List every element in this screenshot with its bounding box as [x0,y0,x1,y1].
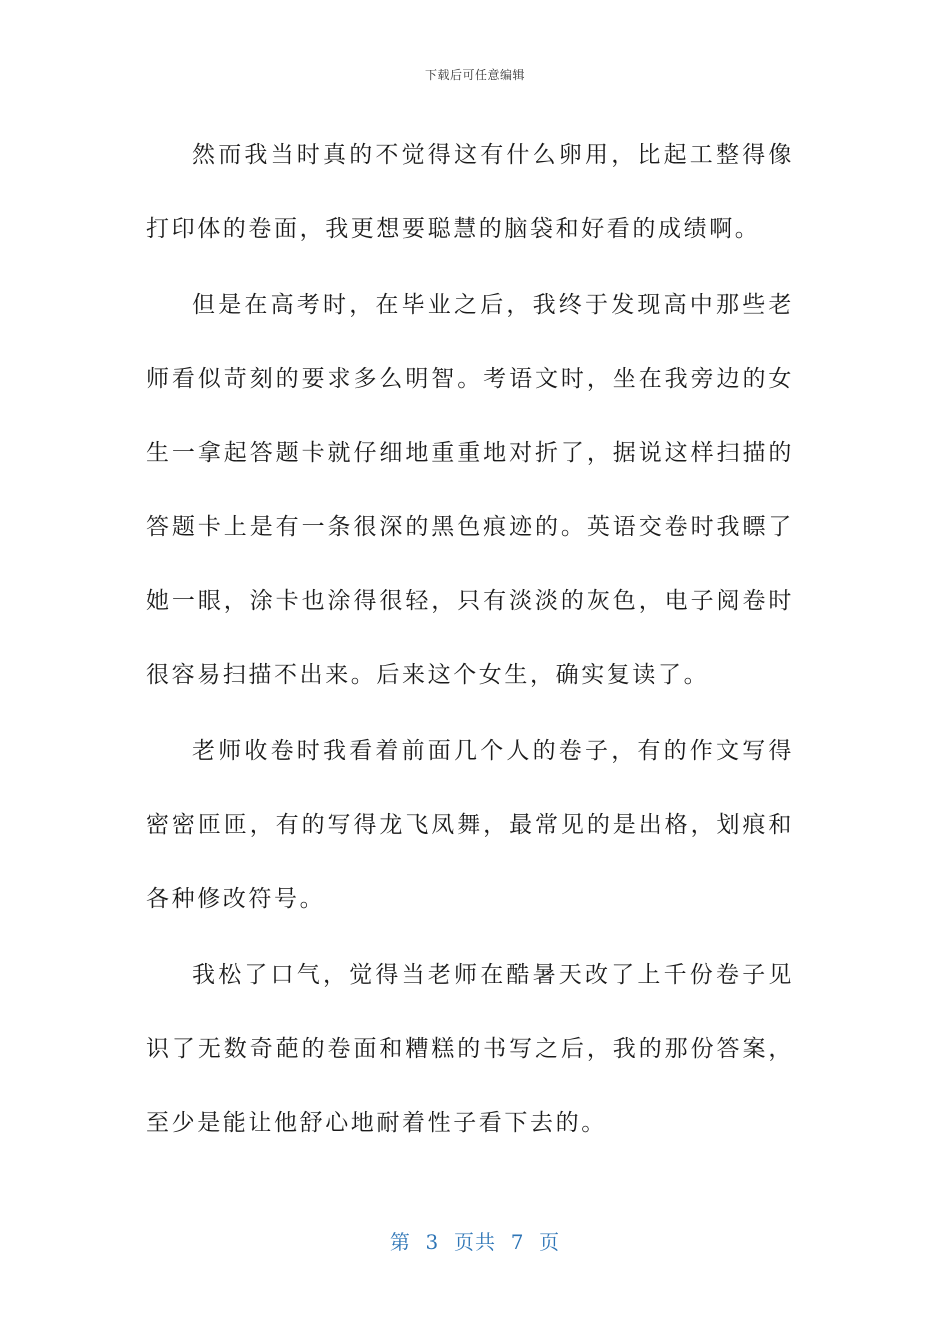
paragraph: 老师收卷时我看着前面几个人的卷子，有的作文写得密密匝匝，有的写得龙飞凤舞，最常见的是出格，划痕和各种修改符号。 [146,738,794,912]
paragraph: 我松了口气，觉得当老师在酷暑天改了上千份卷子见识了无数奇葩的卷面和糟糕的书写之后，我的那份答案，至少是能让他舒心地耐着性子看下去的。 [146,962,794,1136]
page-header-note: 下载后可任意编辑 [424,68,525,82]
page-number-footer: 第 3 页共 7 页 [389,1230,561,1254]
paragraph: 然而我当时真的不觉得这有什么卵用，比起工整得像打印体的卷面，我更想要聪慧的脑袋和好看的成绩啊。 [146,142,794,242]
paragraph: 但是在高考时，在毕业之后，我终于发现高中那些老师看似苛刻的要求多么明智。考语文时，坐在我旁边的女生一拿起答题卡就仔细地重重地对折了，据说这样扫描的答题卡上是有一条很深的黑色痕迹的。英语交卷时我瞟了她一眼，涂卡也涂得很轻，只有淡淡的灰色，电子阅卷时很容易扫描不出来。后来这个女生，确实复读了。 [146,292,794,688]
document-body [146,118,794,1160]
